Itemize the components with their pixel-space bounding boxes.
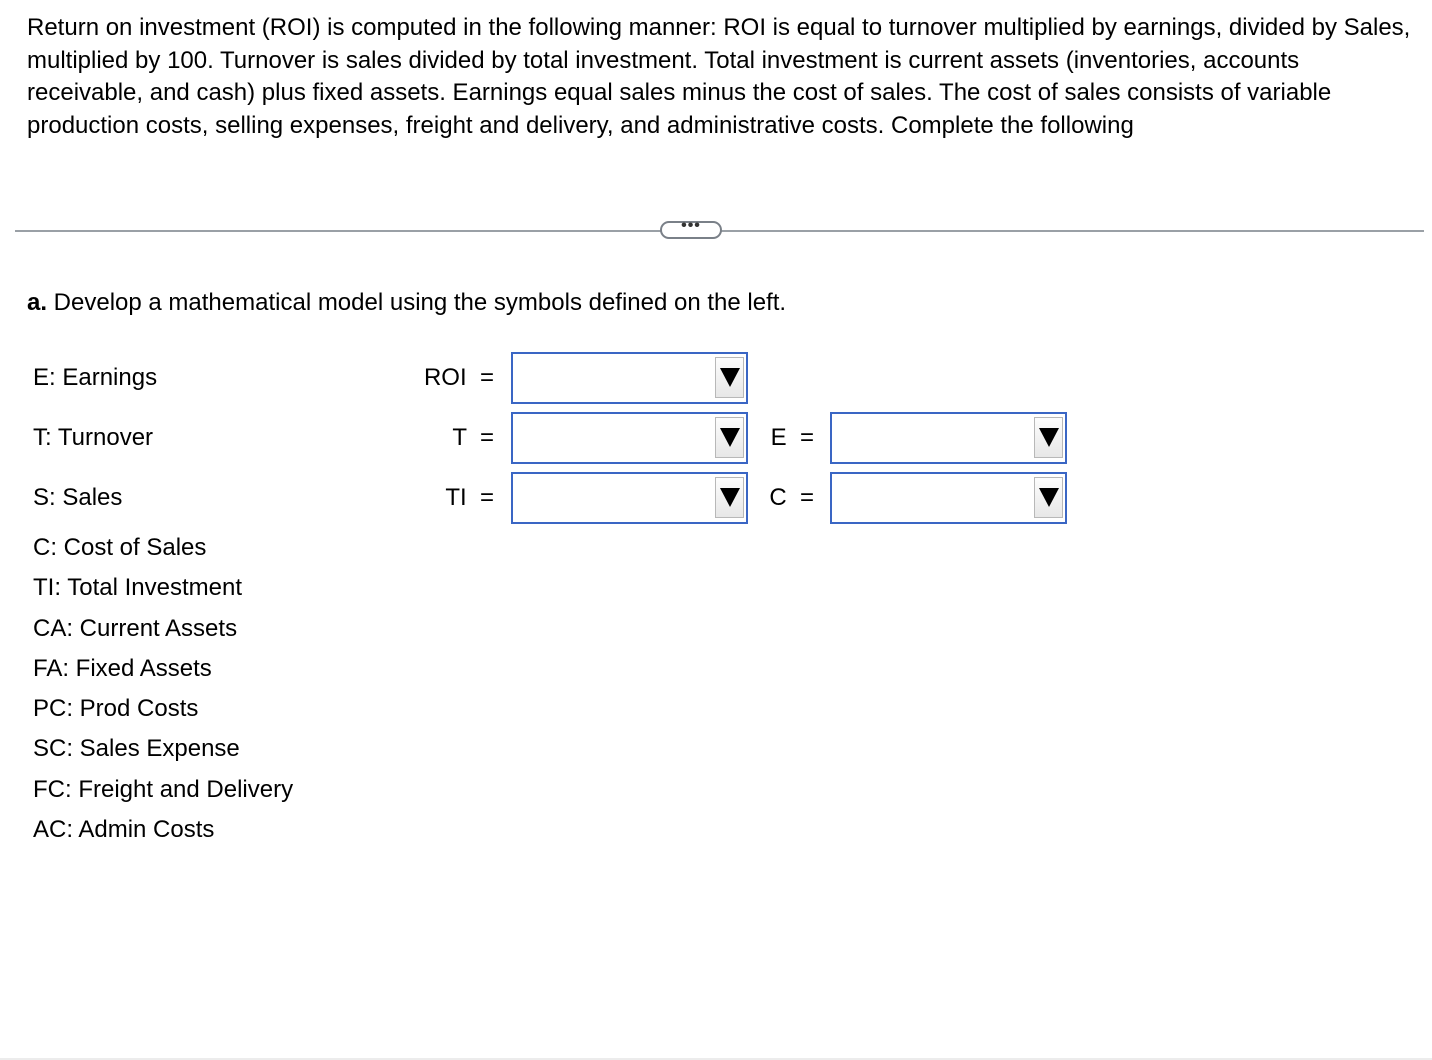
- symbol-freight-delivery: FC: Freight and Delivery: [33, 776, 294, 803]
- ti-formula-dropdown[interactable]: [511, 472, 748, 524]
- c-formula-dropdown[interactable]: [830, 472, 1067, 524]
- dropdown-arrow-icon: [715, 357, 744, 398]
- symbol-cost-of-sales: C: Cost of Sales: [33, 534, 207, 561]
- symbol-earnings: E: Earnings: [33, 364, 158, 391]
- e-formula-dropdown[interactable]: [830, 412, 1067, 464]
- roi-formula-dropdown[interactable]: [511, 352, 748, 404]
- ti-equation-label: TI =: [445, 484, 494, 511]
- problem-statement: Return on investment (ROI) is computed in the following manner: ROI is equal to turnover multiplied by earnings, divided by Sales, multiplied by 100. Turnover is sales divided by total investment. Total investment is current assets (inventories, accounts receivable, and cash) plus fixed assets. Earnings equal sales minus the cost of sales. The cost of sales consists of variable production costs, selling expenses, freight and delivery, and administrative costs. Complete the following: [27, 14, 1411, 139]
- symbol-total-investment: TI: Total Investment: [33, 574, 242, 601]
- question-prompt: [27, 287, 786, 319]
- symbol-prod-costs: PC: Prod Costs: [33, 695, 199, 722]
- dropdown-arrow-icon: [715, 417, 744, 458]
- symbol-sales-expense: SC: Sales Expense: [33, 735, 240, 762]
- symbol-sales: S: Sales: [33, 484, 123, 511]
- e-equation-label: E =: [770, 424, 814, 451]
- expand-more-button[interactable]: [660, 217, 722, 239]
- dropdown-arrow-icon: [1034, 477, 1063, 518]
- c-equation-label: C =: [769, 484, 814, 511]
- more-dots-icon: •••: [681, 217, 701, 234]
- dropdown-arrow-icon: [715, 477, 744, 518]
- question-part-label: a.: [27, 289, 48, 316]
- question-text: Develop a mathematical model using the symbols defined on the left.: [47, 289, 787, 316]
- symbol-fixed-assets: FA: Fixed Assets: [33, 655, 212, 682]
- t-formula-dropdown[interactable]: [511, 412, 748, 464]
- roi-equation-label: ROI =: [423, 364, 494, 391]
- t-equation-label: T =: [452, 424, 494, 451]
- dropdown-arrow-icon: [1034, 417, 1063, 458]
- symbol-admin-costs: AC: Admin Costs: [33, 816, 215, 843]
- symbol-current-assets: CA: Current Assets: [33, 615, 238, 642]
- symbol-turnover: T: Turnover: [33, 424, 154, 451]
